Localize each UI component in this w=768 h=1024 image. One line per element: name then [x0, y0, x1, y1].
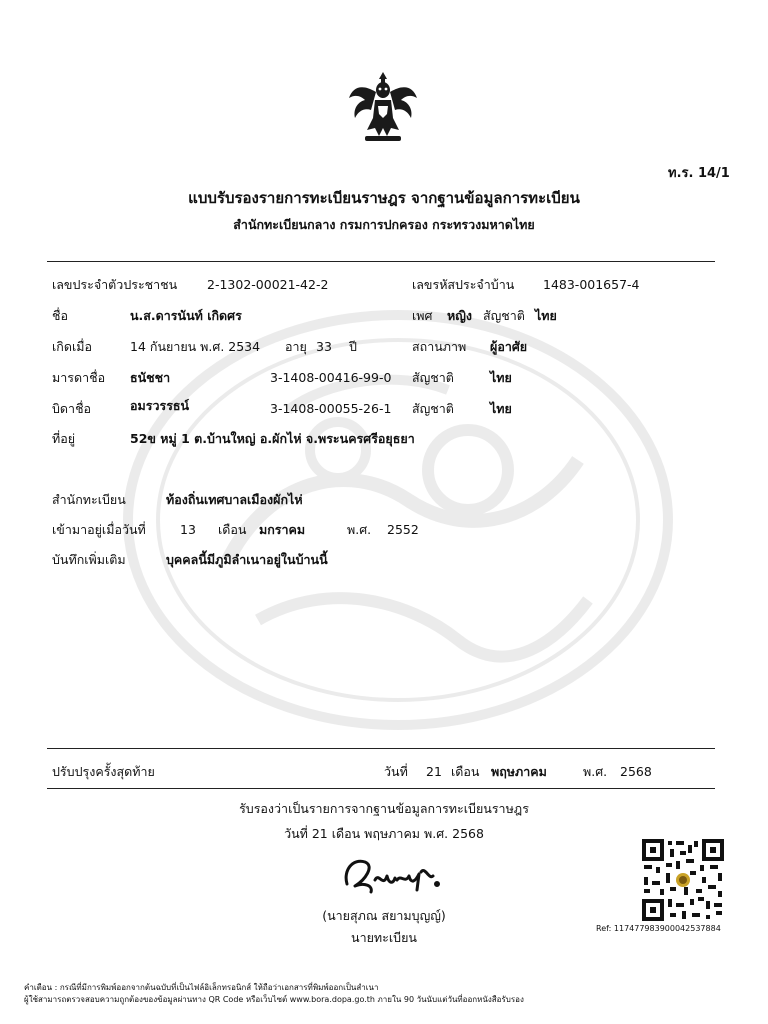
- nationality-label: สัญชาติ: [483, 308, 525, 323]
- mother-name: ธนัชชา: [130, 370, 171, 385]
- name-label: ชื่อ: [52, 308, 68, 323]
- last-update-label: ปรับปรุงครั้งสุดท้าย: [52, 764, 155, 779]
- moved-in-month: มกราคม: [259, 522, 306, 537]
- divider-top: [47, 261, 715, 262]
- moved-in-year-label: พ.ศ.: [347, 522, 372, 537]
- garuda-emblem-icon: [345, 70, 421, 144]
- note-value: บุคคลนี้มีภูมิลำเนาอยู่ในบ้านนี้: [166, 552, 328, 567]
- update-month-label: เดือน: [451, 764, 480, 779]
- id-label: เลขประจำตัวประชาชน: [52, 277, 178, 292]
- father-nationality-label: สัญชาติ: [412, 401, 454, 416]
- note-label: บันทึกเพิ่มเติม: [52, 552, 126, 567]
- certification-line-1: รับรองว่าเป็นรายการจากฐานข้อมูลการทะเบียนราษฎร: [239, 801, 529, 816]
- divider-bottom: [47, 788, 715, 789]
- age-value: 33: [316, 339, 332, 354]
- status-label: สถานภาพ: [412, 339, 467, 354]
- house-id-label: เลขรหัสประจำบ้าน: [412, 277, 515, 292]
- registrar-signature-icon: [335, 850, 445, 900]
- update-year: 2568: [620, 764, 652, 779]
- mother-nationality-value: ไทย: [490, 370, 512, 385]
- father-name: อมรวรรธน์: [130, 398, 190, 413]
- id-value: 2-1302-00021-42-2: [207, 277, 329, 292]
- father-id: 3-1408-00055-26-1: [270, 401, 392, 416]
- sex-label: เพศ: [412, 308, 433, 323]
- certification-line-2: วันที่ 21 เดือน พฤษภาคม พ.ศ. 2568: [284, 826, 484, 841]
- update-year-label: พ.ศ.: [583, 764, 608, 779]
- address-value: 52ข หมู่ 1 ต.บ้านใหญ่ อ.ผักไห่ จ.พระนครศรีอยุธยา: [130, 431, 415, 446]
- mother-id: 3-1408-00416-99-0: [270, 370, 392, 385]
- office-label: สำนักทะเบียน: [52, 492, 126, 507]
- update-day-label: วันที่: [384, 764, 408, 779]
- document-subtitle: สำนักทะเบียนกลาง กรมการปกครอง กระทรวงมหาดไทย: [233, 217, 535, 232]
- birth-label: เกิดเมื่อ: [52, 339, 92, 354]
- father-nationality-value: ไทย: [490, 401, 512, 416]
- moved-in-month-label: เดือน: [218, 522, 247, 537]
- age-unit: ปี: [349, 339, 357, 354]
- footer-verification-note: ผู้ใช้สามารถตรวจสอบความถูกต้องของข้อมูลผ่านทาง QR Code หรือเว็บไซต์ www.bora.dopa.go.th ภายใน 90 วันนับแต่วันที่ออกหนังสือรับรอง: [24, 995, 524, 1004]
- age-label: อายุ: [285, 339, 307, 354]
- address-label: ที่อยู่: [52, 431, 76, 446]
- birth-value: 14 กันยายน พ.ศ. 2534: [130, 339, 261, 354]
- moved-in-day: 13: [180, 522, 196, 537]
- seal-watermark-icon: [108, 300, 688, 740]
- house-id-value: 1483-001657-4: [543, 277, 640, 292]
- office-value: ท้องถิ่นเทศบาลเมืองผักไห่: [166, 492, 303, 507]
- signer-name: (นายสุภณ สยามบุญญ์): [322, 908, 446, 923]
- update-day: 21: [426, 764, 442, 779]
- reference-number: Ref: 117477983900042537884: [596, 924, 721, 933]
- footer-warning: คำเตือน : กรณีที่มีการพิมพ์ออกจากต้นฉบับที่เป็นไฟล์อิเล็กทรอนิกส์ ให้ถือว่าเอกสารที่พิมพ์ออกเป็นสำเนา: [24, 983, 379, 992]
- mother-nationality-label: สัญชาติ: [412, 370, 454, 385]
- status-value: ผู้อาศัย: [490, 339, 528, 354]
- father-label: บิดาชื่อ: [52, 401, 92, 416]
- document-title: แบบรับรองรายการทะเบียนราษฎร จากฐานข้อมูลการทะเบียน: [188, 189, 580, 207]
- name-value: น.ส.ดารนันท์ เกิดศร: [130, 308, 242, 323]
- mother-label: มารดาชื่อ: [52, 370, 106, 385]
- qr-code-icon[interactable]: [640, 837, 726, 923]
- moved-in-year: 2552: [387, 522, 419, 537]
- divider-middle: [47, 748, 715, 749]
- moved-in-label: เข้ามาอยู่เมื่อวันที่: [52, 522, 146, 537]
- signer-title: นายทะเบียน: [351, 930, 417, 945]
- form-number: ท.ร. 14/1: [668, 166, 730, 181]
- update-month: พฤษภาคม: [491, 764, 547, 779]
- nationality-value: ไทย: [535, 308, 557, 323]
- sex-value: หญิง: [447, 308, 472, 323]
